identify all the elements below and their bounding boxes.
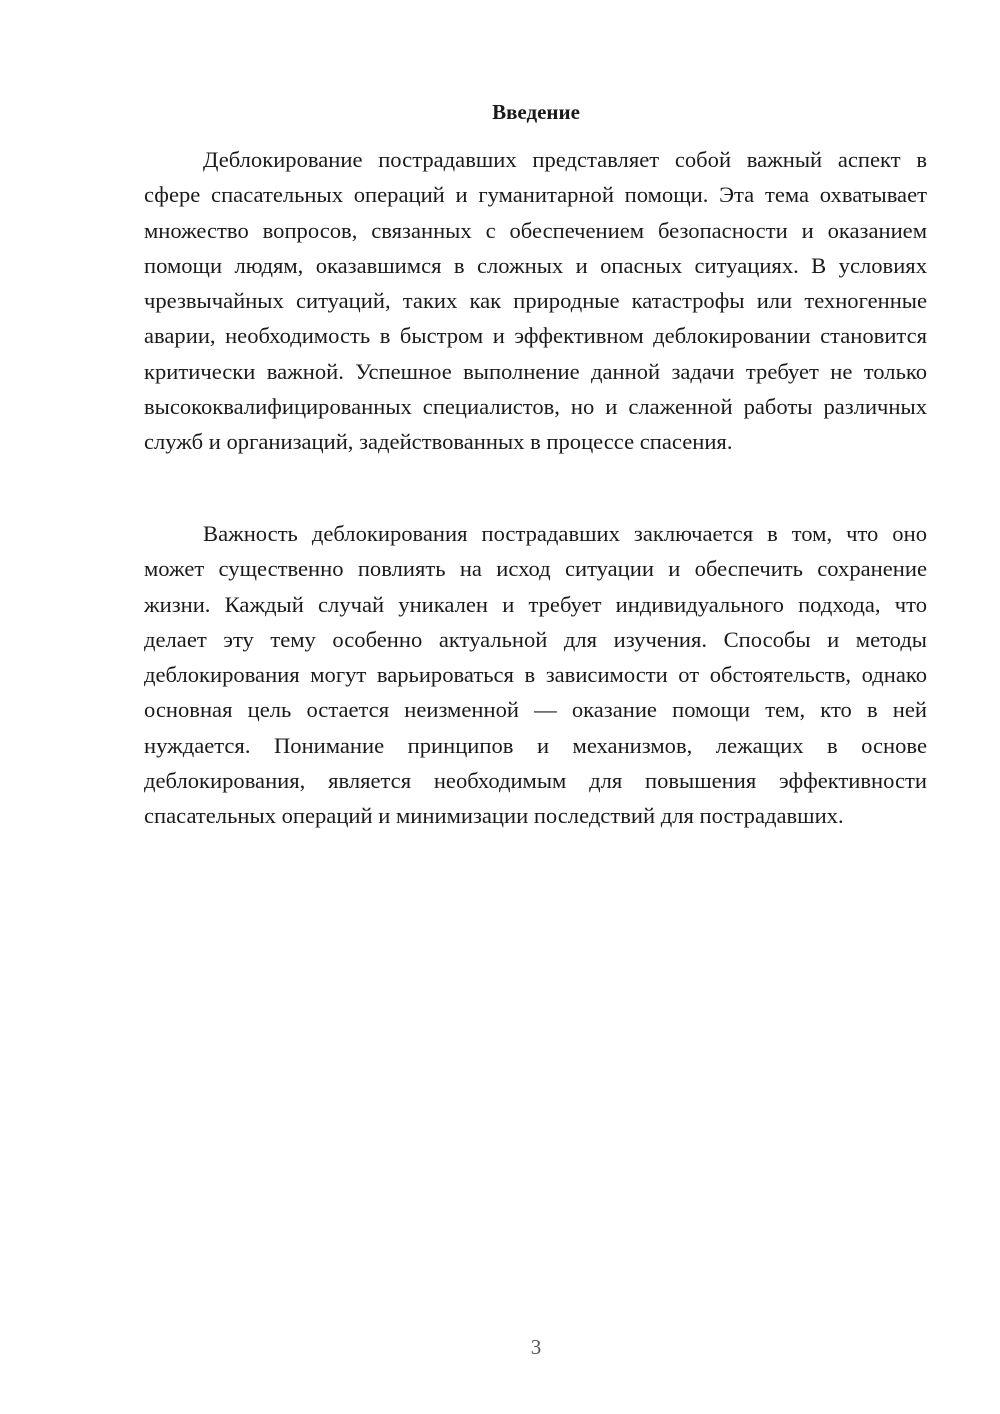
section-heading: Введение bbox=[492, 100, 580, 124]
intro-paragraph-2: Важность деблокирования пострадавших заключается в том, что оно может существенно повлиять на исход ситуации и обеспечить сохранение жизни. Каждый случай уникален и требует индивидуального подхода, что делает эту тему особенно актуальной для изучения. Способы и методы деблокирования могут варьироваться в зависимости от обстоятельств, однако основная цель остается неизменной — оказание помощи тем, кто в ней нуждается. Понимание принципов и механизмов, лежащих в основе деблокирования, является необходимым для повышения эффективности спасательных операций и минимизации последствий для пострадавших. bbox=[144, 521, 927, 829]
page-number: 3 bbox=[530, 1335, 542, 1359]
intro-paragraph-1: Деблокирование пострадавших представляет собой важный аспект в сфере спасательных операций и гуманитарной помощи. Эта тема охватывает множество вопросов, связанных с обеспечением безопасности и оказанием помощи людям, оказавшимся в сложных и опасных ситуациях. В условиях чрезвычайных ситуаций, таких как природные катастрофы или техногенные аварии, необходимость в быстром и эффективном деблокировании становится критически важной. Успешное выполнение данной задачи требует не только высококвалифицированных специалистов, но и слаженной работы различных служб и организаций, задействованных в процессе спасения. bbox=[144, 147, 927, 455]
